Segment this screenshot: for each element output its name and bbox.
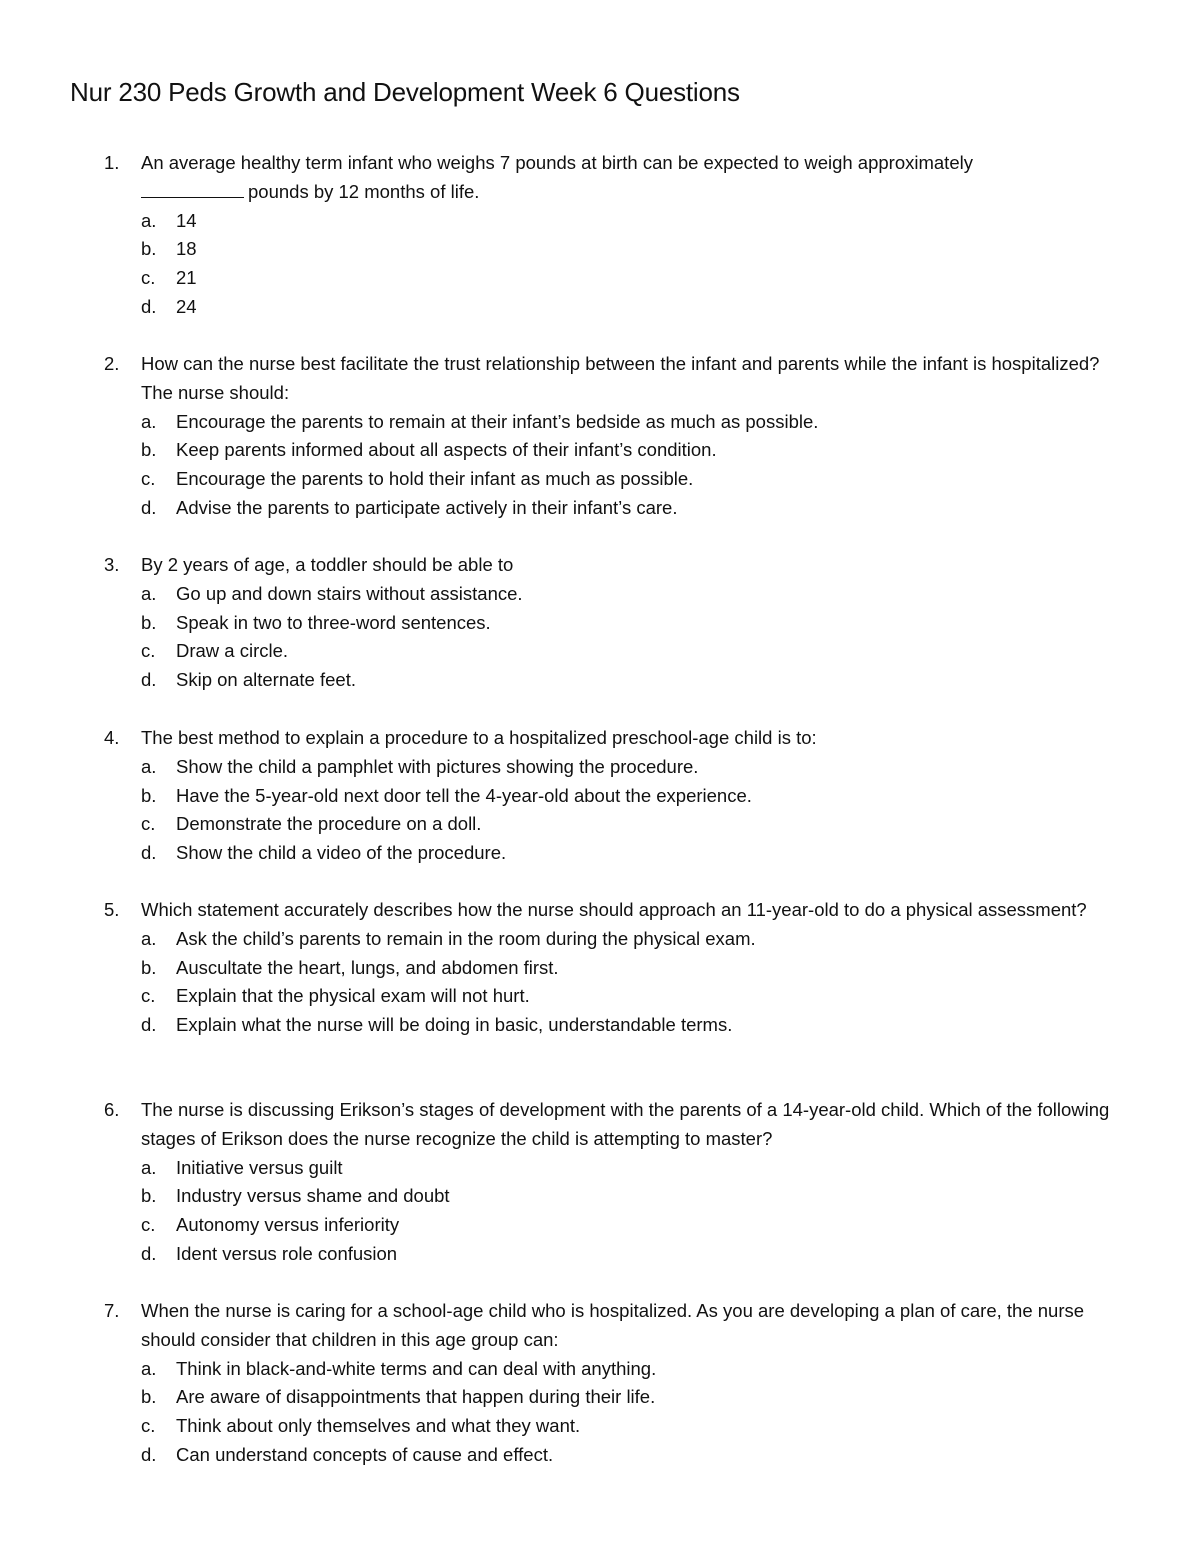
option-letter: d. [141, 1242, 157, 1264]
option-text: Draw a circle. [176, 640, 289, 662]
question-text: The nurse is discussing Erikson’s stages of development with the parents of a 14-year-old child. Which of the following stages of Erikson does the nurse recognize the child is attempting to master? [141, 1099, 1110, 1149]
option-text: 14 [176, 209, 197, 231]
answer-option [0, 1412, 1200, 1441]
option-letter: d. [141, 295, 157, 317]
option-text: Think about only themselves and what they want. [176, 1415, 581, 1437]
question-3 [0, 551, 1200, 695]
question-number: 1. [104, 152, 120, 173]
option-text: Advise the parents to participate actively in their infant’s care. [176, 496, 678, 518]
option-letter: c. [141, 468, 156, 490]
option-text: 18 [176, 238, 197, 260]
document-title: Nur 230 Peds Growth and Development Week 6 Questions [70, 77, 740, 107]
answer-option [0, 1182, 1200, 1211]
question-stem [0, 724, 1200, 753]
answer-option [0, 810, 1200, 839]
option-text: Show the child a video of the procedure. [176, 842, 507, 864]
option-letter: c. [141, 813, 156, 835]
answer-option [0, 1383, 1200, 1412]
answer-option [0, 609, 1200, 638]
option-text: Ask the child’s parents to remain in the room during the physical exam. [176, 927, 756, 949]
option-letter: a. [141, 209, 157, 231]
answer-blank [141, 179, 244, 198]
option-letter: b. [141, 238, 157, 260]
option-text: Ident versus role confusion [176, 1242, 398, 1264]
option-letter: c. [141, 985, 156, 1007]
option-letter: a. [141, 1357, 157, 1379]
question-2 [0, 350, 1200, 523]
option-letter: c. [141, 640, 156, 662]
answer-option [0, 753, 1200, 782]
question-stem [0, 896, 1200, 925]
option-letter: b. [141, 956, 157, 978]
question-stem [0, 1096, 1200, 1154]
answer-option [0, 1240, 1200, 1269]
option-letter: c. [141, 1415, 156, 1437]
answer-option [0, 1355, 1200, 1384]
answer-option [0, 666, 1200, 695]
question-text: By 2 years of age, a toddler should be able to [141, 554, 514, 575]
option-text: Encourage the parents to remain at their infant’s bedside as much as possible. [176, 410, 819, 432]
answer-option [0, 1154, 1200, 1183]
question-number: 3. [104, 554, 120, 575]
option-text: Explain what the nurse will be doing in basic, understandable terms. [176, 1014, 733, 1036]
option-letter: d. [141, 1014, 157, 1036]
question-stem [0, 149, 1200, 207]
answer-option [0, 235, 1200, 264]
question-text: When the nurse is caring for a school-age child who is hospitalized. As you are developing a plan of care, the nurse should consider that children in this age group can: [141, 1300, 1085, 1350]
option-letter: a. [141, 410, 157, 432]
option-text: 24 [176, 295, 197, 317]
option-text: Skip on alternate feet. [176, 669, 356, 691]
answer-option [0, 982, 1200, 1011]
option-text: Can understand concepts of cause and effect. [176, 1443, 554, 1465]
option-text: Think in black-and-white terms and can deal with anything. [176, 1357, 657, 1379]
question-5 [0, 896, 1200, 1040]
option-text: Are aware of disappointments that happen during their life. [176, 1386, 656, 1408]
option-letter: c. [141, 1214, 156, 1236]
answer-option [0, 436, 1200, 465]
question-number: 7. [104, 1300, 120, 1321]
question-stem [0, 551, 1200, 580]
option-text: Initiative versus guilt [176, 1156, 343, 1178]
option-text: Explain that the physical exam will not hurt. [176, 985, 530, 1007]
option-letter: a. [141, 582, 157, 604]
answer-option [0, 580, 1200, 609]
option-text: Encourage the parents to hold their infant as much as possible. [176, 468, 694, 490]
option-letter: b. [141, 439, 157, 461]
option-text: Demonstrate the procedure on a doll. [176, 813, 482, 835]
question-number: 2. [104, 353, 120, 374]
option-letter: c. [141, 267, 156, 289]
answer-option [0, 264, 1200, 293]
question-4 [0, 724, 1200, 868]
question-stem [0, 350, 1200, 408]
question-text: The best method to explain a procedure to a hospitalized preschool-age child is to: [141, 727, 817, 748]
answer-option [0, 207, 1200, 236]
option-text: Go up and down stairs without assistance. [176, 582, 523, 604]
answer-option [0, 293, 1200, 322]
answer-option [0, 1011, 1200, 1040]
option-letter: d. [141, 496, 157, 518]
question-text [141, 149, 1128, 207]
answer-option [0, 408, 1200, 437]
question-6 [0, 1096, 1200, 1269]
question-number: 4. [104, 727, 120, 748]
option-text: Auscultate the heart, lungs, and abdomen first. [176, 956, 559, 978]
option-text: Keep parents informed about all aspects of their infant’s condition. [176, 439, 717, 461]
option-letter: a. [141, 927, 157, 949]
answer-option [0, 782, 1200, 811]
question-text: How can the nurse best facilitate the trust relationship between the infant and parents while the infant is hospitalized? The nurse should: [141, 353, 1100, 403]
answer-option [0, 1211, 1200, 1240]
option-letter: b. [141, 611, 157, 633]
question-text: Which statement accurately describes how the nurse should approach an 11-year-old to do a physical assessment? [141, 899, 1087, 920]
question-number: 6. [104, 1099, 120, 1120]
option-text: Show the child a pamphlet with pictures showing the procedure. [176, 755, 699, 777]
question-1 [0, 149, 1200, 322]
answer-option [0, 494, 1200, 523]
option-letter: d. [141, 1443, 157, 1465]
option-letter: d. [141, 669, 157, 691]
question-7 [0, 1297, 1200, 1470]
option-text: Autonomy versus inferiority [176, 1214, 400, 1236]
option-text: Industry versus shame and doubt [176, 1185, 450, 1207]
option-letter: b. [141, 1386, 157, 1408]
answer-option [0, 839, 1200, 868]
option-letter: d. [141, 842, 157, 864]
option-letter: b. [141, 784, 157, 806]
option-letter: a. [141, 1156, 157, 1178]
answer-option [0, 465, 1200, 494]
question-stem [0, 1297, 1200, 1355]
option-letter: a. [141, 755, 157, 777]
option-text: Have the 5-year-old next door tell the 4-year-old about the experience. [176, 784, 752, 806]
answer-option [0, 925, 1200, 954]
answer-option [0, 1441, 1200, 1470]
question-number: 5. [104, 899, 120, 920]
question-text-after-blank: pounds by 12 months of life. [248, 180, 480, 202]
option-text: Speak in two to three-word sentences. [176, 611, 491, 633]
answer-option [0, 637, 1200, 666]
option-text: 21 [176, 267, 197, 289]
answer-option [0, 954, 1200, 983]
question-text-before-blank: An average healthy term infant who weighs 7 pounds at birth can be expected to weigh approximately [141, 152, 973, 173]
option-letter: b. [141, 1185, 157, 1207]
